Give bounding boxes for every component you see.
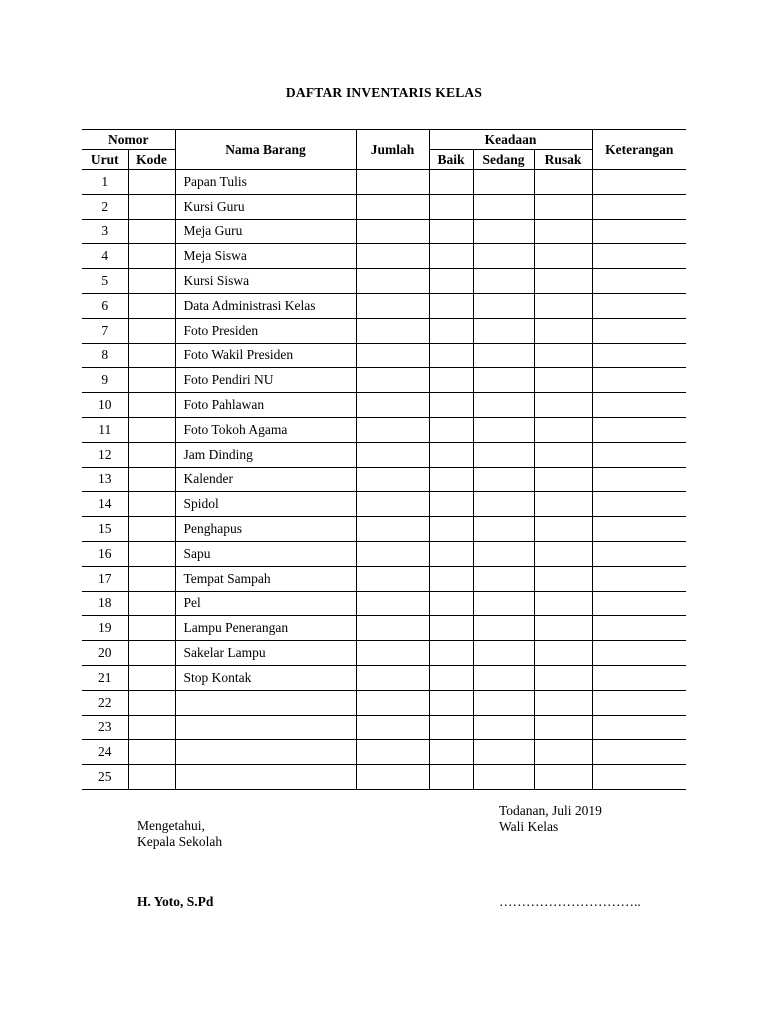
cell-rusak (534, 765, 592, 790)
cell-jumlah (356, 293, 429, 318)
cell-kode (128, 665, 175, 690)
cell-kode (128, 417, 175, 442)
header-keterangan: Keterangan (592, 130, 686, 170)
cell-sedang (473, 170, 534, 195)
cell-nama-barang: Kursi Siswa (175, 269, 356, 294)
cell-urut: 3 (82, 219, 128, 244)
cell-sedang (473, 566, 534, 591)
table-row (82, 690, 686, 715)
cell-nama-barang: Foto Wakil Presiden (175, 343, 356, 368)
cell-jumlah (356, 517, 429, 542)
cell-sedang (473, 393, 534, 418)
cell-rusak (534, 715, 592, 740)
cell-urut: 16 (82, 541, 128, 566)
cell-kode (128, 591, 175, 616)
table-row (82, 591, 686, 616)
cell-rusak (534, 541, 592, 566)
cell-sedang (473, 318, 534, 343)
header-nomor: Nomor (82, 130, 175, 150)
cell-rusak (534, 343, 592, 368)
header-kode: Kode (128, 150, 175, 170)
cell-nama-barang: Kalender (175, 467, 356, 492)
cell-baik (429, 368, 473, 393)
cell-urut: 20 (82, 641, 128, 666)
cell-rusak (534, 616, 592, 641)
cell-rusak (534, 665, 592, 690)
cell-sedang (473, 467, 534, 492)
cell-baik (429, 616, 473, 641)
cell-rusak (534, 368, 592, 393)
cell-sedang (473, 343, 534, 368)
cell-nama-barang: Meja Guru (175, 219, 356, 244)
kepala-sekolah-role: Kepala Sekolah (137, 834, 223, 849)
cell-jumlah (356, 467, 429, 492)
cell-keterangan (592, 467, 686, 492)
cell-sedang (473, 690, 534, 715)
cell-nama-barang: Meja Siswa (175, 244, 356, 269)
table-row (82, 194, 686, 219)
cell-rusak (534, 690, 592, 715)
cell-jumlah (356, 566, 429, 591)
document-title: DAFTAR INVENTARIS KELAS (285, 85, 483, 100)
wali-kelas-role: Wali Kelas (499, 819, 559, 834)
cell-kode (128, 442, 175, 467)
cell-baik (429, 219, 473, 244)
cell-rusak (534, 566, 592, 591)
cell-jumlah (356, 194, 429, 219)
cell-kode (128, 690, 175, 715)
table-row (82, 368, 686, 393)
cell-keterangan (592, 170, 686, 195)
place-date: Todanan, Juli 2019 (499, 803, 602, 818)
cell-baik (429, 442, 473, 467)
cell-jumlah (356, 393, 429, 418)
cell-keterangan (592, 665, 686, 690)
cell-jumlah (356, 591, 429, 616)
cell-rusak (534, 219, 592, 244)
table-row (82, 740, 686, 765)
cell-baik (429, 244, 473, 269)
cell-baik (429, 269, 473, 294)
cell-urut: 17 (82, 566, 128, 591)
header-keadaan: Keadaan (429, 130, 592, 150)
cell-urut: 2 (82, 194, 128, 219)
cell-keterangan (592, 393, 686, 418)
cell-rusak (534, 244, 592, 269)
cell-keterangan (592, 715, 686, 740)
cell-jumlah (356, 170, 429, 195)
cell-jumlah (356, 715, 429, 740)
cell-urut: 18 (82, 591, 128, 616)
cell-keterangan (592, 368, 686, 393)
cell-keterangan (592, 591, 686, 616)
cell-sedang (473, 740, 534, 765)
cell-jumlah (356, 641, 429, 666)
table-row (82, 541, 686, 566)
cell-keterangan (592, 318, 686, 343)
cell-nama-barang: Stop Kontak (175, 665, 356, 690)
cell-jumlah (356, 616, 429, 641)
table-row (82, 219, 686, 244)
cell-nama-barang: Jam Dinding (175, 442, 356, 467)
table-row (82, 715, 686, 740)
cell-urut: 9 (82, 368, 128, 393)
cell-rusak (534, 318, 592, 343)
cell-baik (429, 343, 473, 368)
cell-nama-barang: Foto Tokoh Agama (175, 417, 356, 442)
cell-nama-barang (175, 740, 356, 765)
cell-rusak (534, 269, 592, 294)
table-row (82, 641, 686, 666)
cell-urut: 14 (82, 492, 128, 517)
cell-urut: 6 (82, 293, 128, 318)
cell-rusak (534, 417, 592, 442)
table-row (82, 442, 686, 467)
cell-kode (128, 368, 175, 393)
cell-nama-barang: Foto Pahlawan (175, 393, 356, 418)
cell-keterangan (592, 492, 686, 517)
cell-nama-barang: Pel (175, 591, 356, 616)
cell-kode (128, 467, 175, 492)
cell-kode (128, 616, 175, 641)
cell-keterangan (592, 343, 686, 368)
cell-sedang (473, 641, 534, 666)
table-row (82, 665, 686, 690)
header-baik: Baik (429, 150, 473, 170)
cell-kode (128, 517, 175, 542)
cell-rusak (534, 293, 592, 318)
table-row (82, 616, 686, 641)
cell-keterangan (592, 616, 686, 641)
cell-rusak (534, 467, 592, 492)
cell-keterangan (592, 541, 686, 566)
cell-jumlah (356, 765, 429, 790)
cell-kode (128, 269, 175, 294)
cell-kode (128, 393, 175, 418)
cell-nama-barang: Sakelar Lampu (175, 641, 356, 666)
cell-baik (429, 517, 473, 542)
cell-sedang (473, 417, 534, 442)
cell-rusak (534, 194, 592, 219)
cell-baik (429, 293, 473, 318)
cell-jumlah (356, 343, 429, 368)
cell-urut: 7 (82, 318, 128, 343)
cell-jumlah (356, 442, 429, 467)
cell-nama-barang: Data Administrasi Kelas (175, 293, 356, 318)
cell-kode (128, 293, 175, 318)
cell-nama-barang: Lampu Penerangan (175, 616, 356, 641)
cell-urut: 15 (82, 517, 128, 542)
inventory-body (82, 170, 686, 790)
cell-sedang (473, 194, 534, 219)
cell-baik (429, 641, 473, 666)
cell-kode (128, 541, 175, 566)
table-row (82, 467, 686, 492)
cell-urut: 21 (82, 665, 128, 690)
cell-nama-barang: Sapu (175, 541, 356, 566)
cell-urut: 11 (82, 417, 128, 442)
cell-sedang (473, 665, 534, 690)
cell-baik (429, 492, 473, 517)
cell-jumlah (356, 690, 429, 715)
cell-kode (128, 492, 175, 517)
cell-sedang (473, 616, 534, 641)
cell-nama-barang: Penghapus (175, 517, 356, 542)
table-row (82, 765, 686, 790)
cell-nama-barang: Tempat Sampah (175, 566, 356, 591)
cell-jumlah (356, 417, 429, 442)
table-row (82, 244, 686, 269)
cell-sedang (473, 517, 534, 542)
cell-nama-barang: Foto Pendiri NU (175, 368, 356, 393)
cell-urut: 1 (82, 170, 128, 195)
cell-sedang (473, 368, 534, 393)
inventory-table (82, 129, 686, 790)
cell-nama-barang: Spidol (175, 492, 356, 517)
cell-nama-barang (175, 690, 356, 715)
cell-nama-barang (175, 715, 356, 740)
cell-urut: 25 (82, 765, 128, 790)
cell-kode (128, 641, 175, 666)
cell-urut: 4 (82, 244, 128, 269)
cell-urut: 5 (82, 269, 128, 294)
cell-keterangan (592, 566, 686, 591)
cell-kode (128, 740, 175, 765)
table-row (82, 269, 686, 294)
cell-keterangan (592, 765, 686, 790)
cell-keterangan (592, 690, 686, 715)
wali-kelas-name-blank: ………………………….. (499, 894, 641, 909)
cell-baik (429, 393, 473, 418)
cell-urut: 22 (82, 690, 128, 715)
cell-sedang (473, 591, 534, 616)
cell-jumlah (356, 665, 429, 690)
cell-jumlah (356, 219, 429, 244)
cell-kode (128, 219, 175, 244)
cell-jumlah (356, 368, 429, 393)
cell-keterangan (592, 641, 686, 666)
cell-urut: 12 (82, 442, 128, 467)
cell-sedang (473, 541, 534, 566)
cell-baik (429, 765, 473, 790)
cell-keterangan (592, 293, 686, 318)
cell-keterangan (592, 517, 686, 542)
cell-baik (429, 194, 473, 219)
cell-baik (429, 170, 473, 195)
table-row (82, 517, 686, 542)
cell-urut: 10 (82, 393, 128, 418)
header-urut: Urut (82, 150, 128, 170)
cell-urut: 23 (82, 715, 128, 740)
table-row (82, 170, 686, 195)
cell-sedang (473, 765, 534, 790)
cell-baik (429, 715, 473, 740)
header-rusak: Rusak (534, 150, 592, 170)
cell-sedang (473, 492, 534, 517)
cell-baik (429, 541, 473, 566)
cell-sedang (473, 219, 534, 244)
cell-sedang (473, 293, 534, 318)
cell-jumlah (356, 740, 429, 765)
table-row (82, 318, 686, 343)
cell-rusak (534, 591, 592, 616)
cell-kode (128, 765, 175, 790)
cell-rusak (534, 517, 592, 542)
cell-baik (429, 591, 473, 616)
table-row (82, 492, 686, 517)
cell-jumlah (356, 269, 429, 294)
cell-sedang (473, 244, 534, 269)
cell-jumlah (356, 492, 429, 517)
header-sedang: Sedang (473, 150, 534, 170)
cell-kode (128, 170, 175, 195)
cell-urut: 24 (82, 740, 128, 765)
header-jumlah: Jumlah (356, 130, 429, 170)
kepala-sekolah-name: H. Yoto, S.Pd (137, 894, 214, 909)
cell-keterangan (592, 269, 686, 294)
cell-keterangan (592, 219, 686, 244)
cell-kode (128, 715, 175, 740)
cell-nama-barang (175, 765, 356, 790)
cell-rusak (534, 641, 592, 666)
table-row (82, 417, 686, 442)
table-row (82, 293, 686, 318)
cell-keterangan (592, 442, 686, 467)
cell-keterangan (592, 194, 686, 219)
cell-kode (128, 244, 175, 269)
cell-baik (429, 467, 473, 492)
cell-keterangan (592, 740, 686, 765)
cell-sedang (473, 715, 534, 740)
cell-rusak (534, 740, 592, 765)
cell-kode (128, 318, 175, 343)
mengetahui-label: Mengetahui, (137, 818, 205, 833)
cell-jumlah (356, 541, 429, 566)
cell-baik (429, 318, 473, 343)
cell-kode (128, 343, 175, 368)
cell-jumlah (356, 244, 429, 269)
cell-baik (429, 665, 473, 690)
cell-baik (429, 740, 473, 765)
cell-keterangan (592, 244, 686, 269)
cell-baik (429, 417, 473, 442)
table-row (82, 343, 686, 368)
cell-rusak (534, 442, 592, 467)
cell-nama-barang: Foto Presiden (175, 318, 356, 343)
cell-urut: 8 (82, 343, 128, 368)
table-row (82, 566, 686, 591)
cell-urut: 13 (82, 467, 128, 492)
cell-urut: 19 (82, 616, 128, 641)
cell-nama-barang: Kursi Guru (175, 194, 356, 219)
cell-rusak (534, 393, 592, 418)
cell-baik (429, 690, 473, 715)
cell-nama-barang: Papan Tulis (175, 170, 356, 195)
cell-kode (128, 194, 175, 219)
cell-rusak (534, 170, 592, 195)
cell-baik (429, 566, 473, 591)
cell-jumlah (356, 318, 429, 343)
cell-kode (128, 566, 175, 591)
table-row (82, 393, 686, 418)
cell-rusak (534, 492, 592, 517)
header-nama-barang: Nama Barang (175, 130, 356, 170)
cell-keterangan (592, 417, 686, 442)
cell-sedang (473, 442, 534, 467)
cell-sedang (473, 269, 534, 294)
